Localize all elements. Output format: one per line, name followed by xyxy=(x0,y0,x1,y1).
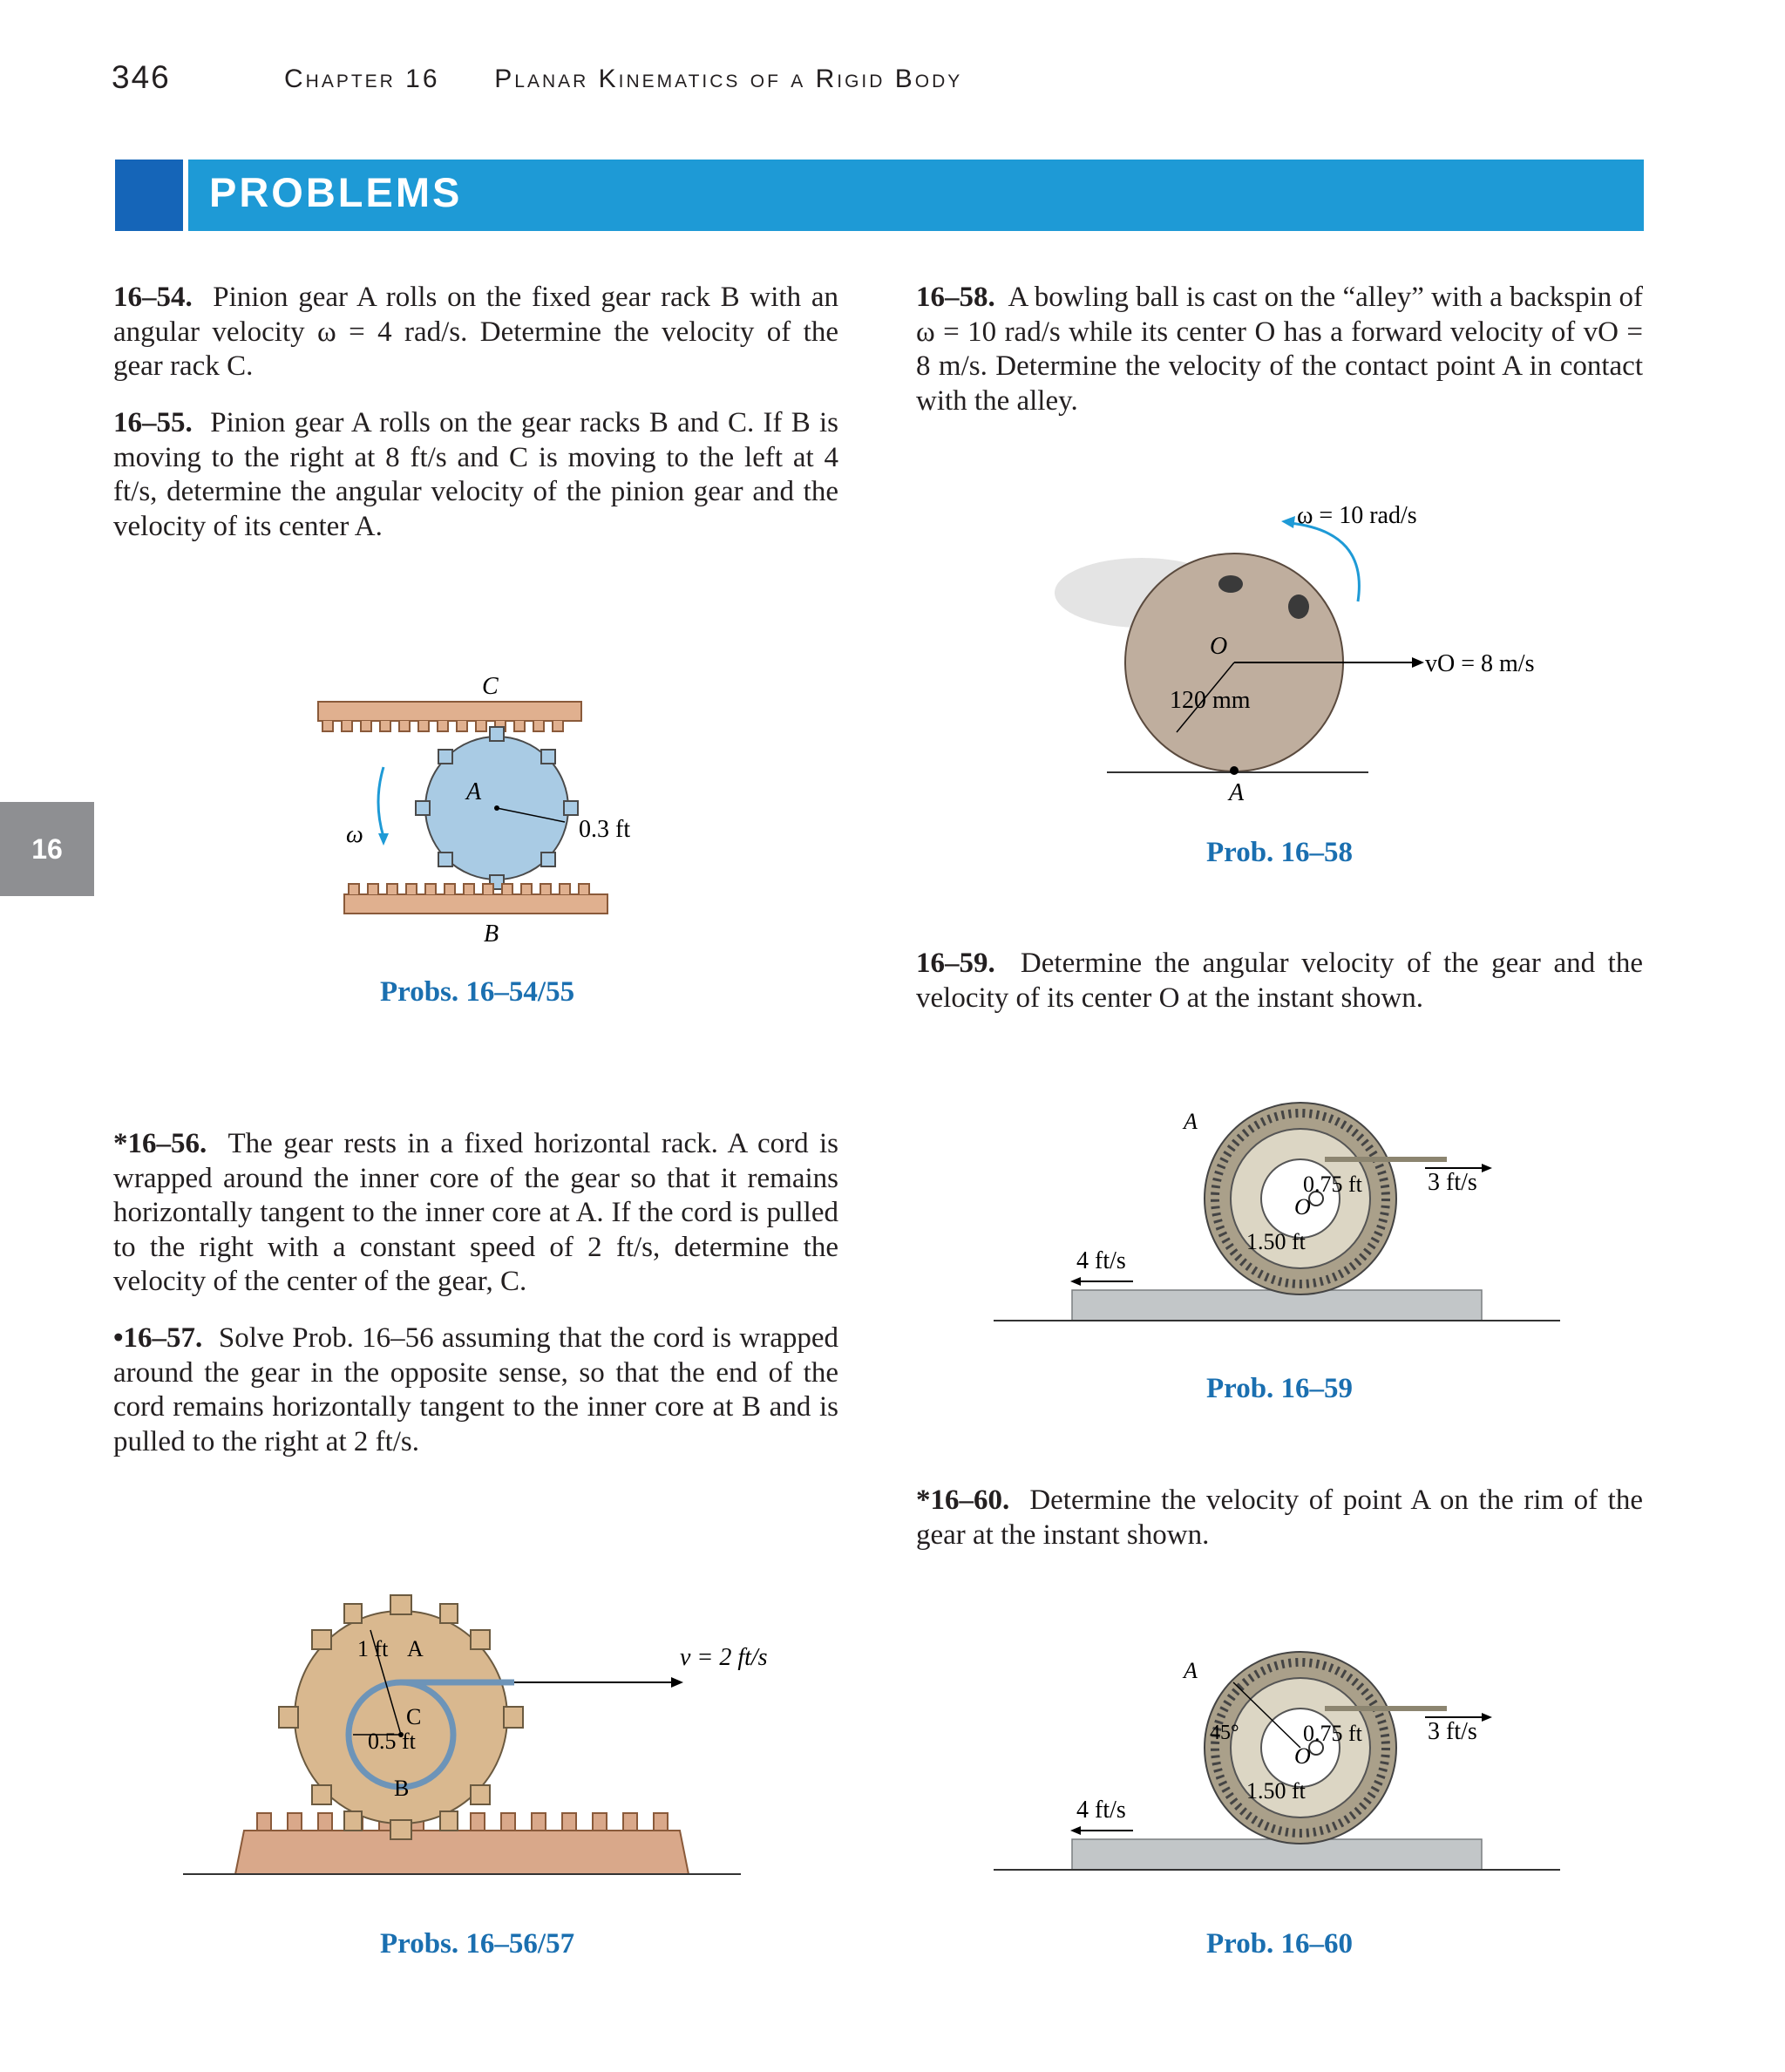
label-o: O xyxy=(1294,1743,1311,1769)
problem-text: A bowling ball is cast on the “alley” with a backspin of ω = 10 rad/s while its center O has a forward velocity of vO = 8 m/s. Determine the velocity of the contact point A in contact with the alley. xyxy=(916,282,1644,417)
label-a: A xyxy=(407,1636,424,1661)
chapter-side-tab: 16 xyxy=(0,802,94,896)
label-o: O xyxy=(1210,633,1228,660)
dim-inner: 0.75 ft xyxy=(1303,1172,1362,1197)
problem-16-57 xyxy=(113,1321,838,1459)
problem-number: *16–60. xyxy=(916,1484,1010,1516)
problem-number: 16–58. xyxy=(916,282,995,313)
figure-16-58 xyxy=(1028,497,1569,811)
rack-b xyxy=(344,894,607,914)
problem-number: •16–57. xyxy=(113,1322,203,1354)
label-omega: ω xyxy=(346,821,363,848)
label-c: C xyxy=(482,673,499,700)
figure-16-59 xyxy=(994,1094,1569,1347)
problem-text: Solve Prob. 16–56 assuming that the cord is wrapped around the gear in the opposite sense, so that the end of the cord remains horizontally tangent to the inner core at B and is pulled to the right at 2 ft/s. xyxy=(113,1322,838,1457)
label-c: C xyxy=(406,1704,422,1729)
problem-number: *16–56. xyxy=(113,1128,207,1159)
angle-label: 45° xyxy=(1210,1722,1239,1744)
page-number: 346 xyxy=(112,59,171,95)
problem-16-58 xyxy=(916,281,1643,418)
problem-16-59 xyxy=(916,947,1643,1016)
dim-outer: 1.50 ft xyxy=(1246,1778,1306,1804)
banner-title: PROBLEMS xyxy=(209,169,463,215)
ground-rack xyxy=(1072,1839,1482,1870)
omega-label: ω = 10 rad/s xyxy=(1297,502,1417,529)
problem-text: The gear rests in a fixed horizontal rack. A cord is wrapped around the inner core of the gear so that it remains horizontally tangent to the inner core at A. If the cord is pulled to the right with a constant speed of 2 ft/s, determine the velocity of the center of the gear, C. xyxy=(113,1128,839,1297)
v-left-label: 4 ft/s xyxy=(1076,1247,1126,1274)
label-b: B xyxy=(394,1776,410,1801)
v-right-label: 3 ft/s xyxy=(1428,1169,1477,1196)
dim-inner: 0.5 ft xyxy=(368,1729,416,1754)
dim-outer: 1 ft xyxy=(357,1636,389,1661)
problem-text: Determine the angular velocity of the gear and the velocity of its center O at the instant shown. xyxy=(916,948,1643,1014)
problem-16-54 xyxy=(113,281,838,384)
label-a: A xyxy=(1184,1109,1198,1134)
v-left-label: 4 ft/s xyxy=(1076,1797,1126,1824)
rack-c xyxy=(318,702,581,721)
problem-16-55 xyxy=(113,406,838,544)
dim-inner: 0.75 ft xyxy=(1303,1721,1362,1746)
problem-text: Pinion gear A rolls on the gear racks B and C. If B is moving to the right at 8 ft/s and C is moving to the left at 4 ft/s, determine the angular velocity of the pinion gear and the velocity of its center A. xyxy=(113,407,839,542)
omega-arrow xyxy=(378,767,383,837)
v-right-label: 3 ft/s xyxy=(1428,1718,1477,1745)
problem-16-56 xyxy=(113,1127,838,1300)
label-o: O xyxy=(1294,1194,1311,1219)
caption-16-59: Prob. 16–59 xyxy=(1206,1373,1354,1404)
problem-number: 16–54. xyxy=(113,282,193,313)
ground-rack xyxy=(1072,1290,1482,1321)
caption-16-60: Prob. 16–60 xyxy=(1206,1928,1354,1960)
dim-radius: 0.3 ft xyxy=(579,816,631,843)
caption-16-54-55: Probs. 16–54/55 xyxy=(380,976,575,1008)
banner-square xyxy=(115,160,183,231)
problem-text: Determine the velocity of point A on the rim of the gear at the instant shown. xyxy=(916,1484,1643,1551)
caption-16-56-57: Probs. 16–56/57 xyxy=(380,1928,575,1960)
label-b: B xyxy=(484,921,499,948)
label-a: A xyxy=(1184,1658,1198,1683)
velocity-label: v = 2 ft/s xyxy=(680,1644,768,1671)
radius-label: 120 mm xyxy=(1170,687,1251,714)
problem-number: 16–55. xyxy=(113,407,193,438)
vo-label: vO = 8 m/s xyxy=(1425,650,1535,677)
caption-16-58: Prob. 16–58 xyxy=(1206,837,1354,868)
chapter-title: Planar Kinematics of a Rigid Body xyxy=(494,65,963,93)
dim-outer: 1.50 ft xyxy=(1246,1229,1306,1254)
problem-16-60 xyxy=(916,1484,1643,1552)
label-a: A xyxy=(1229,779,1245,806)
figure-16-54-55 xyxy=(296,662,662,959)
fixed-rack xyxy=(235,1831,689,1874)
problem-text: Pinion gear A rolls on the fixed gear rack B with an angular velocity ω = 4 rad/s. Determine the velocity of the gear rack C. xyxy=(113,282,838,382)
figure-16-60 xyxy=(994,1643,1569,1896)
label-a: A xyxy=(466,778,482,805)
figure-16-56-57 xyxy=(166,1569,811,1909)
chapter-label: Chapter 16 xyxy=(284,65,440,93)
problem-number: 16–59. xyxy=(916,948,995,979)
rack-c-teeth xyxy=(322,721,563,731)
running-header xyxy=(284,65,962,94)
